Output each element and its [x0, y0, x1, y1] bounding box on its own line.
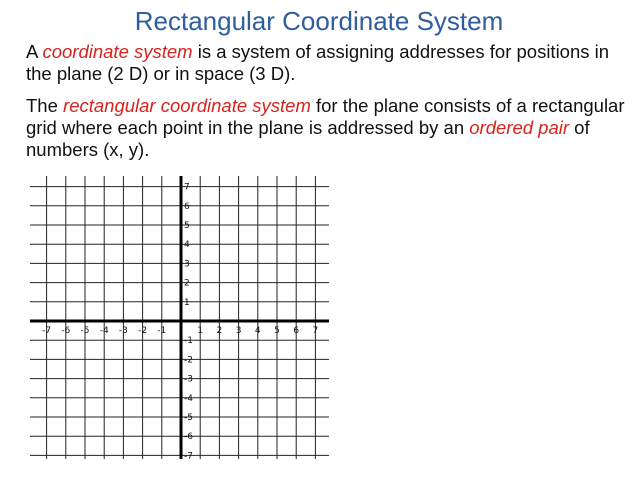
- x-tick-label: 1: [197, 326, 204, 336]
- x-tick-label: -2: [138, 326, 148, 336]
- term-ordered-pair: ordered pair: [469, 117, 570, 138]
- page-title: Rectangular Coordinate System: [134, 6, 504, 36]
- x-tick-label: 6: [293, 326, 300, 336]
- y-tick-label: -6: [184, 432, 193, 443]
- p1-after: is a system of assigning addresses for positions in the plane (2 D) or in space (3 D).: [26, 41, 610, 84]
- p2-after: of numbers (x, y).: [26, 117, 590, 160]
- y-tick-label: -5: [184, 413, 193, 423]
- y-tick-label: 7: [184, 182, 190, 193]
- p2-before: The: [26, 95, 64, 116]
- x-tick-label: -1: [157, 326, 167, 336]
- y-tick-label: -4: [184, 393, 193, 404]
- x-tick-label: 7: [312, 326, 319, 336]
- x-tick-label: -5: [80, 326, 90, 336]
- y-tick-label: -1: [184, 336, 193, 347]
- term-coordinate-system: coordinate system: [42, 41, 193, 62]
- y-tick-label: 6: [184, 201, 190, 212]
- y-tick-label: 3: [184, 259, 190, 270]
- p1-before: A: [26, 41, 43, 62]
- x-tick-label: 3: [235, 326, 242, 336]
- y-tick-label: -3: [184, 374, 193, 385]
- x-tick-label: 4: [254, 326, 261, 336]
- y-tick-label: -7: [184, 451, 193, 462]
- x-tick-label: -6: [61, 326, 71, 336]
- x-tick-label: 5: [274, 326, 280, 336]
- y-tick-label: -2: [184, 355, 193, 366]
- term-rectangular-coordinate-system: rectangular coordinate system: [63, 95, 311, 116]
- y-tick-label: 1: [184, 297, 190, 308]
- x-tick-label: -4: [99, 326, 109, 336]
- y-tick-label: 2: [184, 278, 190, 289]
- x-tick-label: -3: [118, 326, 128, 336]
- x-tick-label: -7: [42, 326, 52, 336]
- x-tick-label: 2: [216, 326, 223, 336]
- p2-middle: for the plane consists of a rectangular grid where each point in the plane is addressed by an: [26, 95, 625, 138]
- y-tick-label: 5: [184, 221, 190, 231]
- y-tick-label: 4: [184, 240, 190, 251]
